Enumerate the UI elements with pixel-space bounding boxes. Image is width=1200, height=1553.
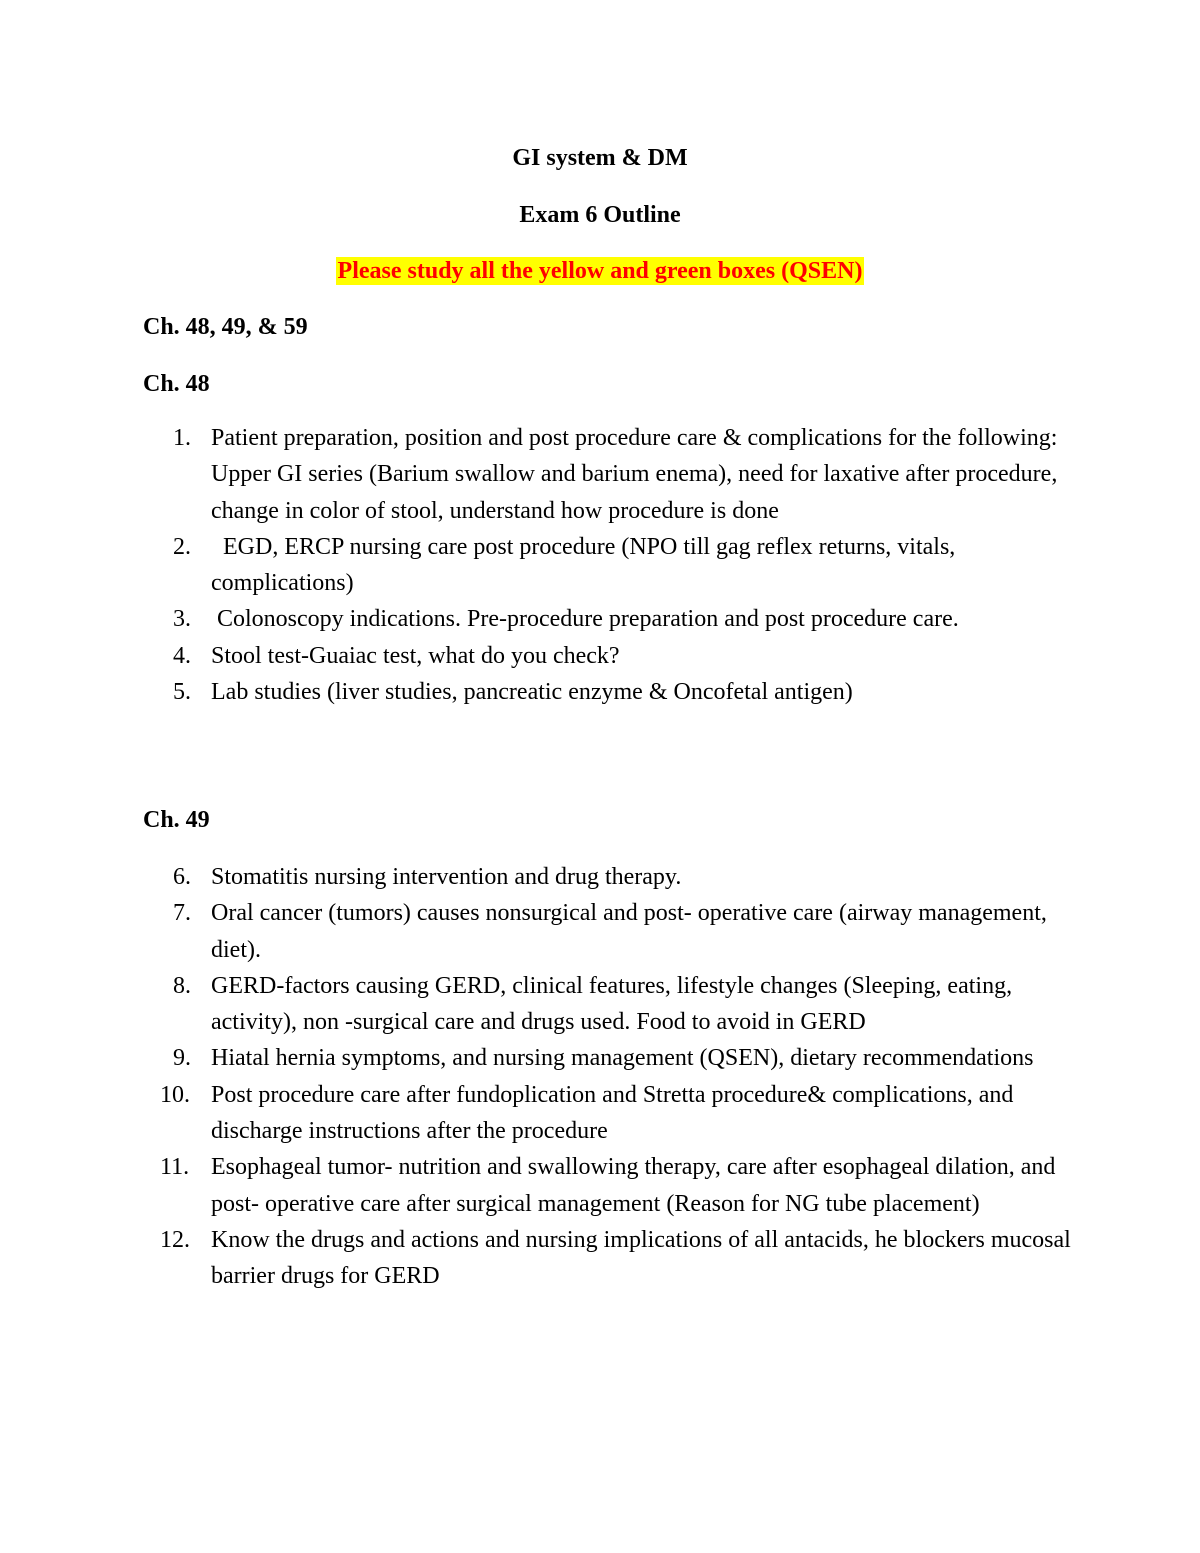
- section-heading-ch48: Ch. 48: [143, 371, 210, 397]
- list-item: [0, 968, 1071, 1041]
- item-number: 3.: [173, 606, 191, 633]
- item-number: 7.: [173, 900, 191, 927]
- item-number: 2.: [173, 533, 191, 560]
- list-item: [0, 638, 1071, 674]
- item-text: Post procedure care after fundoplication and Stretta procedure& complications, and discharge instructions after the procedure: [211, 1081, 1014, 1145]
- item-text: Stool test-Guaiac test, what do you check?: [211, 642, 620, 669]
- list-item: [0, 601, 1071, 637]
- list-item: [0, 1222, 1071, 1295]
- item-number: 11.: [160, 1154, 190, 1181]
- chapters-line: Ch. 48, 49, & 59: [143, 314, 308, 340]
- document-subtitle: Exam 6 Outline: [519, 202, 681, 228]
- document-title: GI system & DM: [512, 145, 688, 171]
- item-number: 6.: [173, 864, 191, 890]
- list-item: [0, 1040, 1071, 1076]
- section-heading-ch49: Ch. 49: [143, 807, 210, 833]
- list-item: [0, 895, 1071, 968]
- item-text: Lab studies (liver studies, pancreatic enzyme & Oncofetal antigen): [211, 679, 853, 706]
- list-item: [0, 420, 1071, 529]
- item-text: Know the drugs and actions and nursing implications of all antacids, he blockers mucosal barrier drugs for GERD: [211, 1226, 1071, 1290]
- section-list-ch49: [0, 859, 1200, 1295]
- list-item: [0, 1149, 1071, 1222]
- list-item: [0, 859, 1071, 895]
- item-text: EGD, ERCP nursing care post procedure (NPO till gag reflex returns, vitals, complications): [211, 533, 962, 597]
- list-item: [0, 1077, 1071, 1150]
- section-list-ch48: [0, 420, 1200, 710]
- list-item: [0, 674, 1071, 710]
- item-text: Stomatitis nursing intervention and drug therapy.: [211, 864, 682, 890]
- item-number: 12.: [160, 1226, 190, 1253]
- item-text: Esophageal tumor- nutrition and swallowing therapy, care after esophageal dilation, and post- operative care after surgical management (Reason for NG tube placement): [211, 1154, 1056, 1217]
- item-number: 10.: [160, 1081, 190, 1108]
- item-number: 1.: [173, 425, 191, 451]
- item-number: 4.: [173, 642, 191, 669]
- item-text: Hiatal hernia symptoms, and nursing management (QSEN), dietary recommendations: [211, 1045, 1034, 1072]
- item-text: Colonoscopy indications. Pre-procedure preparation and post procedure care.: [211, 606, 959, 633]
- item-number: 8.: [173, 972, 191, 999]
- list-item: [0, 529, 1071, 602]
- item-number: 5.: [173, 679, 191, 706]
- item-text: Oral cancer (tumors) causes nonsurgical and post- operative care (airway management, diet).: [211, 900, 1047, 963]
- highlighted-notice: Please study all the yellow and green boxes (QSEN): [337, 258, 863, 284]
- item-text: GERD-factors causing GERD, clinical features, lifestyle changes (Sleeping, eating, activity), non -surgical care and drugs used. Food to avoid in GERD: [211, 972, 1013, 1036]
- notice-line: [0, 257, 1200, 285]
- item-number: 9.: [173, 1045, 191, 1072]
- item-text: Patient preparation, position and post procedure care & complications for the following: Upper GI series (Barium swallow and barium enema), need for laxative after procedure, change in color of stool, understand how procedure is done: [211, 425, 1058, 524]
